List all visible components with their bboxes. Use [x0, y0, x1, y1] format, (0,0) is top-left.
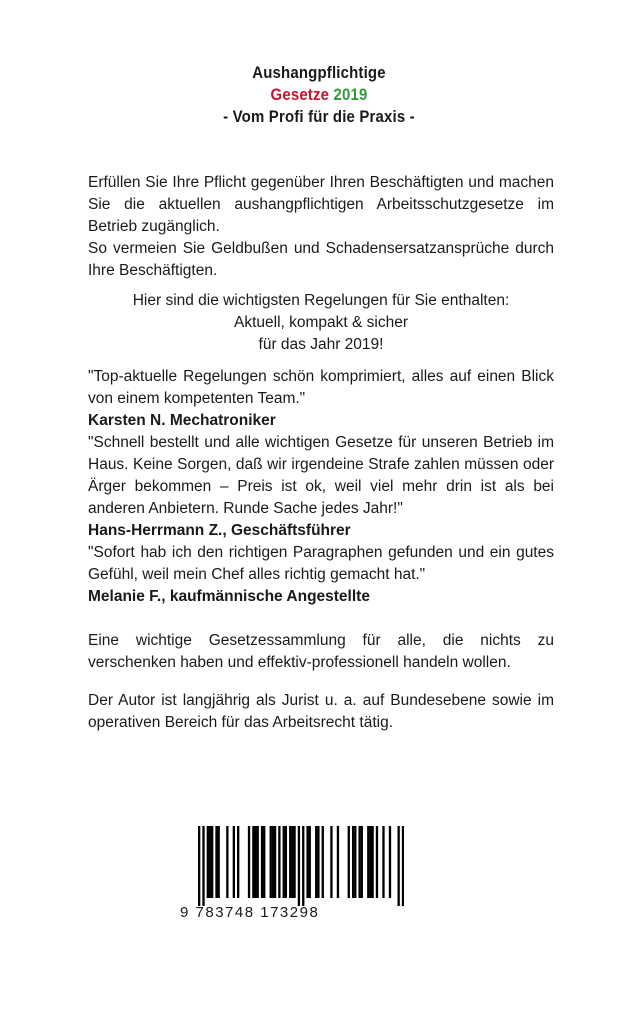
barcode-bar [257, 826, 259, 898]
barcode-bar [322, 826, 324, 898]
testimonial-author: Karsten N. Mechatroniker [88, 412, 276, 429]
highlight-line-3: für das Jahr 2019! [258, 336, 384, 353]
barcode-bar [337, 826, 339, 898]
barcode-bar [361, 826, 363, 898]
barcode-bar [291, 826, 293, 898]
barcode-bar [285, 826, 287, 898]
barcode-bar [272, 826, 274, 898]
barcode-bar [283, 826, 285, 898]
barcode-bar [397, 826, 399, 906]
summary-paragraph: Eine wichtige Gesetzessammlung für alle, die nichts zu verschenken haben und effektiv-professionell handeln wollen. [88, 632, 554, 671]
testimonial-author: Hans-Herrmann Z., Geschäftsführer [88, 522, 351, 539]
highlight-line-1: Hier sind die wichtigsten Regelungen für Sie enthalten: [132, 292, 510, 309]
barcode-bar [289, 826, 291, 898]
barcode-bar [211, 826, 213, 898]
barcode-bar [330, 826, 332, 898]
title-line-2 [38, 84, 599, 106]
barcode-bar [263, 826, 265, 898]
barcode-bar [315, 826, 317, 898]
barcode-bar [198, 826, 200, 906]
intro-paragraph-2: So vermeien Sie Geldbußen und Schadensersatzansprüche durch Ihre Beschäftigten. [88, 240, 554, 279]
title-word-gesetze: Gesetze [270, 85, 330, 104]
testimonial-quote: "Schnell bestellt und alle wichtigen Gesetze für unseren Betrieb im Haus. Keine Sorgen, daß wir irgendeine Strafe zahlen müssen oder Ärger bekommen – Preis ist ok, weil viel mehr drin ist als bei anderen Anbietern. Runde Sache jedes Jahr!" [88, 434, 554, 517]
barcode-bar [278, 826, 280, 898]
barcode-bar [367, 826, 369, 898]
barcode-bar [371, 826, 373, 898]
testimonial-author: Melanie F., kaufmännische Angestellte [88, 588, 370, 605]
barcode-bar [261, 826, 263, 898]
highlight-block [88, 290, 554, 356]
intro-paragraph-1: Erfüllen Sie Ihre Pflicht gegenüber Ihren Beschäftigten und machen Sie die aktuellen aushangpflichtigen Arbeitsschutzgesetze im Betrieb zugänglich. [88, 174, 554, 235]
barcode-bar [369, 826, 371, 898]
barcode-bar [248, 826, 250, 898]
barcode-bar [218, 826, 220, 898]
barcode-bar [352, 826, 354, 898]
barcode-bar [354, 826, 356, 898]
highlight-line-2: Aktuell, kompakt & sicher [233, 314, 408, 331]
barcode-bar [252, 826, 254, 898]
testimonial-quote: "Sofort hab ich den richtigen Paragraphen gefunden und ein gutes Gefühl, weil mein Chef alles richtig gemacht hat." [88, 544, 554, 583]
barcode-bar [298, 826, 300, 906]
barcode-bar [382, 826, 384, 898]
author-note: Der Autor ist langjährig als Jurist u. a. auf Bundesebene sowie im operativen Bereich für das Arbeitsrecht tätig. [88, 692, 554, 731]
barcode-bar [274, 826, 276, 898]
barcode-bar [306, 826, 308, 898]
barcode-digits: 9 783748 173298 [180, 904, 320, 921]
barcode-bar [302, 826, 304, 906]
barcode-bar [309, 826, 311, 898]
barcode-bar [317, 826, 319, 898]
title-line-3: - Vom Profi für die Praxis - [223, 107, 415, 126]
barcode-bar [207, 826, 209, 898]
testimonials [88, 366, 554, 608]
title-year: 2019 [333, 85, 368, 104]
barcode-bar [254, 826, 256, 898]
title-line-1: Aushangpflichtige [252, 63, 386, 82]
testimonial-quote: "Top-aktuelle Regelungen schön komprimiert, alles auf einen Blick von einem kompetenten Team." [88, 368, 554, 407]
barcode-bar [293, 826, 295, 898]
barcode-bar [348, 826, 350, 898]
barcode-bar [202, 826, 204, 906]
barcode-bar [209, 826, 211, 898]
barcode-bar [237, 826, 239, 898]
barcode-bar [270, 826, 272, 898]
barcode-bar [233, 826, 235, 898]
barcode-bars [198, 826, 404, 906]
barcode-bar [358, 826, 360, 898]
barcode-bar [402, 826, 404, 906]
barcode-bar [226, 826, 228, 898]
barcode-bar [389, 826, 391, 898]
barcode-bar [215, 826, 217, 898]
barcode-bar [376, 826, 378, 898]
